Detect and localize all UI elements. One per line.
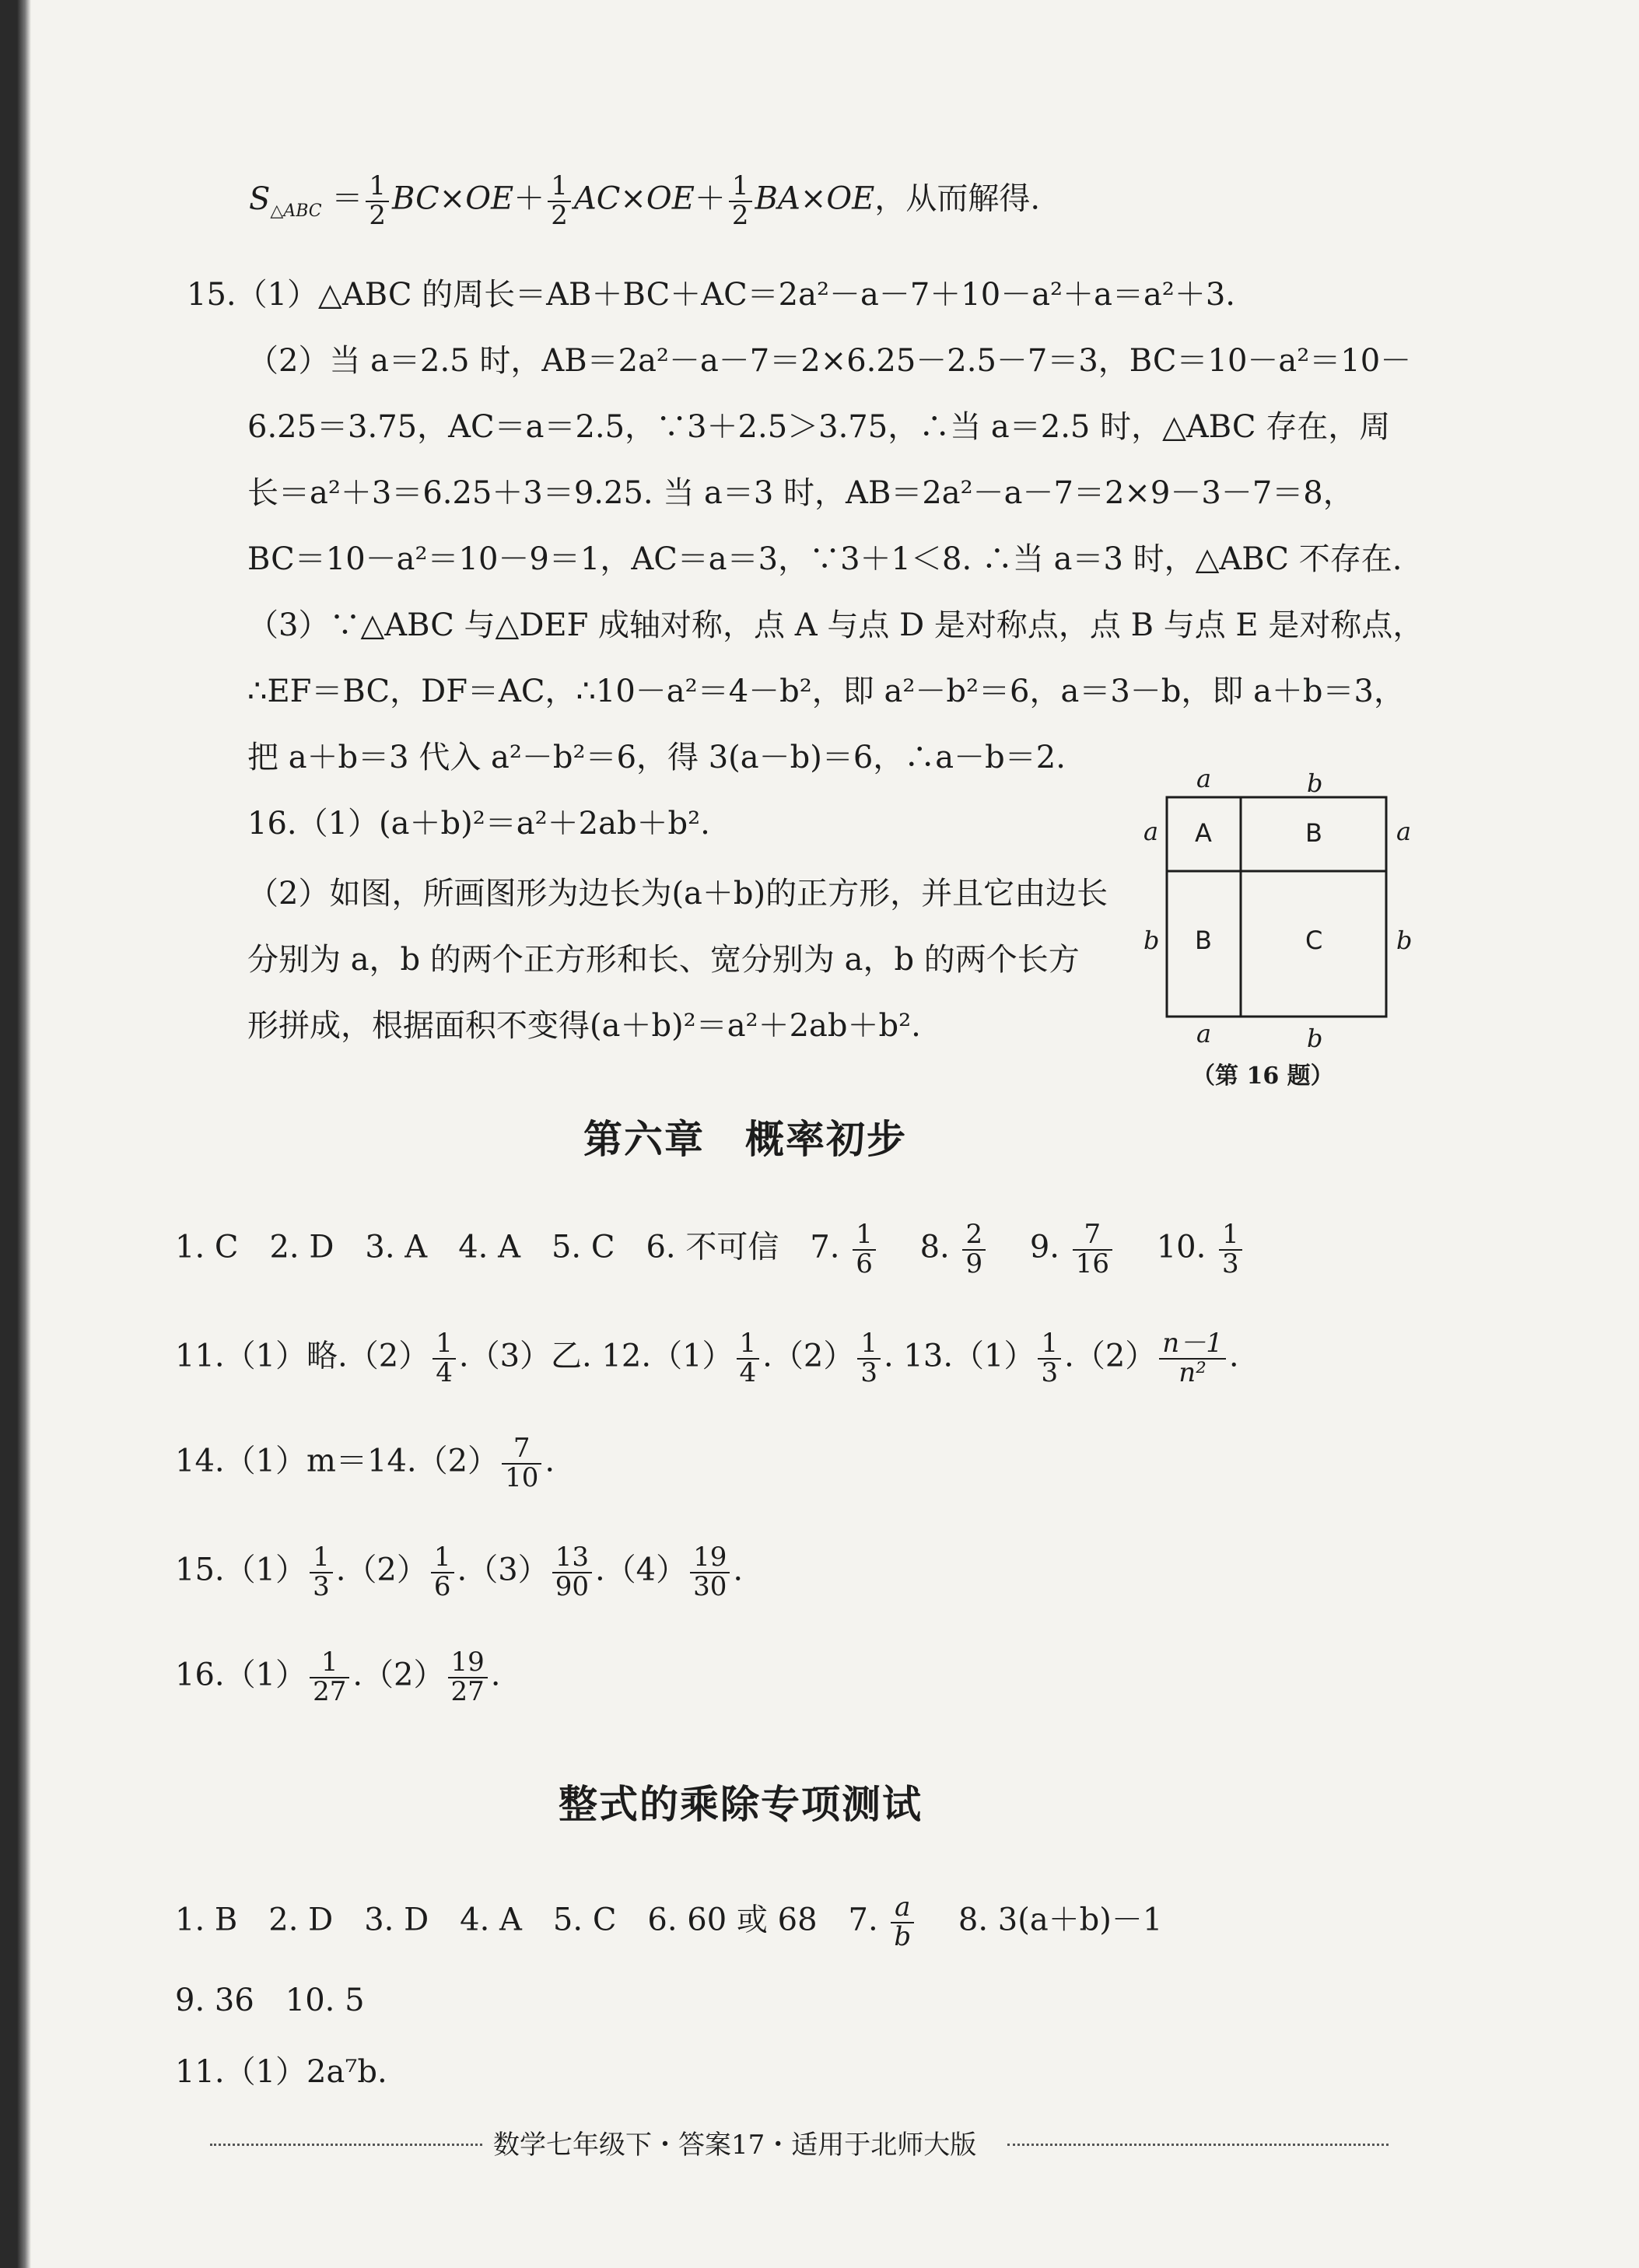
q15-part2-line4: BC＝10－a²＝10－9＝1，AC＝a＝3，∵3＋1＜8. ∴当 a＝3 时，△ABC 不存在. [247,541,1403,577]
cell-top-rectangle: B [1305,818,1322,848]
label-left-b: b [1143,926,1160,955]
section2-row1: 1. B 2. D 3. D 4. A 5. C 6. 60 或 68 7. $\frac{a}{b}$ 8. 3(a＋b)－1 [175,1892,1163,1952]
label-top-b: b [1307,768,1323,798]
cell-a-square: A [1195,818,1212,848]
q16-part2-line2: 分别为 a，b 的两个正方形和长、宽分别为 a，b 的两个长方 [247,942,1080,978]
label-top-a: a [1196,764,1212,793]
q15-part1: 15.（1）△ABC 的周长＝AB＋BC＋AC＝2a²－a－7＋10－a²＋a＝a²＋3. [187,277,1235,313]
q15-part3-line1: （3）∵△ABC 与△DEF 成轴对称，点 A 与点 D 是对称点，点 B 与点 E 是对称点， [247,607,1424,643]
q16-part1: 16.（1）(a＋b)²＝a²＋2ab＋b². [247,806,710,842]
cell-b-square: C [1305,926,1323,955]
chapter6-row3: 14.（1）m＝14.（2） $\frac{7}{10}$ . [175,1433,555,1493]
q15-part2-line2: 6.25＝3.75，AC＝a＝2.5，∵3＋2.5＞3.75，∴当 a＝2.5 时，△ABC 存在，周 [247,409,1391,445]
area-formula-line: $S_{\triangle ABC}$ ＝ $\frac{1}{2}$ BC×OE＋ $\frac{1}{2}$ AC×OE＋ $\frac{1}{2}$ BA×OE，从而解得. [249,170,1041,231]
label-bottom-b: b [1307,1024,1323,1053]
cell-left-rectangle: B [1195,926,1212,955]
chapter6-row4: 15.（1） $\frac{1}{3}$ .（2） $\frac{1}{6}$ .（3） $\frac{13}{90}$ .（4） $\frac{19}{30}$ . [175,1542,744,1602]
q15-part2-line3: 长＝a²＋3＝6.25＋3＝9.25. 当 a＝3 时，AB＝2a²－a－7＝2×9－3－7＝8， [247,475,1354,511]
label-right-b: b [1396,926,1413,955]
section2-title: 整式的乘除专项测试 [559,1782,923,1827]
q16-part2-line3: 形拼成，根据面积不变得(a＋b)²＝a²＋2ab＋b². [247,1008,921,1044]
q15-part3-line3: 把 a＋b＝3 代入 a²－b²＝6，得 3(a－b)＝6，∴a－b＝2. [247,740,1066,775]
figure-caption: （第 16 题） [1192,1062,1334,1090]
q15-part2-line1: （2）当 a＝2.5 时，AB＝2a²－a－7＝2×6.25－2.5－7＝3，BC＝10－a²＝10－ [247,343,1412,379]
footer-text: 数学七年级下・答案17・适用于北师大版 [493,2130,977,2161]
square-diagram [1143,764,1424,1090]
q15-part3-line2: ∴EF＝BC，DF＝AC，∴10－a²＝4－b²，即 a²－b²＝6，a＝3－b，即 a＋b＝3， [247,674,1405,709]
chapter6-row5: 16.（1） $\frac{1}{27}$ .（2） $\frac{19}{27}$ . [175,1647,501,1707]
section2-row3: 11.（1）2a⁷b. [175,2054,387,2090]
chapter6-row2: 11.（1）略.（2） $\frac{1}{4}$ .（3）乙. 12.（1） $\frac{1}{4}$ .（2） $\frac{1}{3}$ . 13.（1） $\frac{1}{3}$ .（2） $\frac{n-1}{\text{n²}}$ . [175,1328,1239,1388]
label-left-a: a [1143,817,1159,846]
section2-row2: 9. 36 10. 5 [175,1983,365,2018]
chapter6-title: 第六章 概率初步 [583,1117,907,1162]
label-bottom-a: a [1196,1019,1212,1048]
square-diagram-lines [1143,770,1424,1089]
q16-part2-line1: （2）如图，所画图形为边长为(a＋b)的正方形，并且它由边长 [247,876,1108,912]
binding-shadow [0,0,31,2268]
footer-dotted-left [210,2144,482,2146]
label-right-a: a [1396,817,1412,846]
chapter6-row1: 1. C 2. D 3. A 4. A 5. C 6. 不可信 7. $\frac{1}{6}$ 8. $\frac{2}{9}$ 9. $\frac{7}{16}$ 10. $\frac{1}{3}$ [175,1221,1245,1278]
footer-dotted-right [1007,2144,1389,2146]
